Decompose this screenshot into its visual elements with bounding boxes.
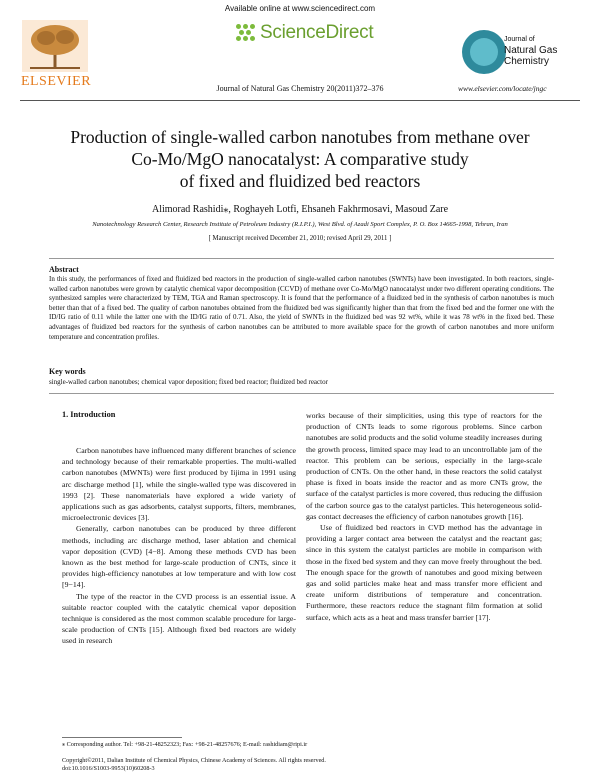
paragraph: works because of their simplicities, using this type of reactors for the production of CNTs leads to some rigorous problems. Since carbon nanotubes are solid products and the solid volume steadily increases during the growth process, limited space may lead to an uncontrollable jam of the reactor. This problem can be serious, especially in the large-scale production of CNTs. On the other hand, in these reactors the solid catalyst phase is fixed in boats inside the reactor and as more CNTs grow, the surface of the catalyst particles is more covered, thus reducing the diffusion of the carbon source gas to the catalyst particles. This heterogeneous solid-gas contact decreases the efficiency of carbon nanotubes growth [16]. <box>306 411 542 521</box>
keywords-text: single-walled carbon nanotubes; chemical vapor deposition; fixed bed reactor; fluidized bed reactor <box>49 378 328 386</box>
affiliation: Nanotechnology Research Center, Research Institute of Petroleum Industry (R.I.P.I.), West Blvd. of Azadi Sport Complex, P. O. Box 14665-1998, Tehran, Iran <box>92 221 508 228</box>
keywords-heading: Key words <box>49 367 86 376</box>
sciencedirect-logo[interactable] <box>236 20 386 50</box>
journal-logo-name-line3: Chemistry <box>504 56 550 67</box>
journal-logo-name <box>504 34 594 67</box>
available-online-text: Available online at www.sciencedirect.com <box>224 4 376 13</box>
title-line-3: of fixed and fluidized bed reactors <box>179 171 421 191</box>
elsevier-logo-text: ELSEVIER <box>20 74 92 89</box>
corresponding-author-footnote: ⁎ Corresponding author. Tel: +98-21-48252323; Fax: +98-21-48257676; E-mail: rashidiam@ripi.ir <box>62 741 308 748</box>
author-list: Alimorad Rashidi⁎, Roghayeh Lotfi, Ehsaneh Fakhrmosavi, Masoud Zare <box>151 204 449 215</box>
sciencedirect-logo-text: ScienceDirect <box>260 22 374 43</box>
journal-logo-name-line1: Journal of <box>504 36 535 43</box>
sciencedirect-dots-icon <box>236 24 258 44</box>
copyright-text: Copyright©2011, Dalian Institute of Chemical Physics, Chinese Academy of Sciences. All rights reserved. <box>62 757 326 764</box>
footnote-divider <box>62 737 182 738</box>
elsevier-tree-icon <box>22 20 88 72</box>
paragraph: Carbon nanotubes have influenced many different branches of science and technology because of their remarkable properties. The multi-walled carbon nanotubes (MWNTs) were first produced by Iijima in 1991 using arc discharge method [1], while the single-walled type was discovered in 1993 [2]. These nanomaterials have explored a wide variety of applications such as gas adsorbents, catalyst supports, filters, membranes, microelectronic devices [3]. <box>62 446 296 523</box>
paragraph: Use of fluidized bed reactors in CVD method has the advantage in providing a larger contact area between the catalyst and the reactant gas; since in this system the catalyst particles are mobile in comparison with those in the fixed bed system and they can move freely throughout the bed. The enough space for the growth of nanotubes and good mixing between gas and solid particles make heat and mass transfer more efficient and create uniform distributions of temperature and concentration. Furthermore, these reactors reduce the stagnant film formation at solid surface, which acts as a heat and mass transfer barrier [17]. <box>306 523 542 622</box>
section-heading-introduction: 1. Introduction <box>62 410 116 419</box>
body-column-left <box>62 445 296 647</box>
paragraph: The type of the reactor in the CVD process is an essential issue. A suitable reactor coupled with the catalytic chemical vapor deposition technique is considered as the most common scalable procedure for large-scale production of CNTs [15]. Although fixed bed reactors are widely used in research <box>62 591 296 646</box>
article-title <box>60 126 540 192</box>
title-line-2: Co-Mo/MgO nanocatalyst: A comparative study <box>131 149 469 169</box>
journal-logo-icon <box>462 30 506 74</box>
abstract-heading: Abstract <box>49 265 79 274</box>
copyright-block <box>62 757 562 772</box>
journal-citation: Journal of Natural Gas Chemistry 20(2011)372–376 <box>216 84 384 93</box>
paragraph: Generally, carbon nanotubes can be produced by three different methods, including arc discharge method, laser ablation and chemical vapor deposition (CVD) [4−8]. Among these methods CVD has been known as the best method for large-scale production of CNTs, since it provides high-efficiency nanotubes at low temperature and with low cost [9−14]. <box>62 524 296 590</box>
body-column-right <box>306 410 542 623</box>
journal-logo-name-line2: Natural Gas <box>504 45 558 56</box>
title-line-1: Production of single-walled carbon nanotubes from methane over <box>70 127 530 147</box>
journal-url-link[interactable]: www.elsevier.com/locate/jngc <box>458 84 547 93</box>
manuscript-dates: [ Manuscript received December 21, 2010; revised April 29, 2011 ] <box>208 235 392 242</box>
abstract-bottom-divider <box>49 393 554 394</box>
abstract-text: In this study, the performances of fixed and fluidized bed reactors in the production of single-walled carbon nanotubes (SWNTs) have been investigated. In both reactors, single-walled carbon nanotubes were grown by catalytic chemical vapor decomposition (CCVD) of methane over Co-Mo/MgO nanocatalyst under two different operating conditions. The synthesized samples were characterized by TEM, TGA and Raman spectroscopy. It is found that the performance of a fluidized bed in the synthesis of carbon nanotubes is much better than that of a fixed bed. The quality of carbon nanotubes obtained from the fluidized bed was significantly higher than that from the fixed bed and the former one with the ID/IG ratio of 0.11 while the latter one with the ID/IG ratio of 0.71. Also, the yield of SWNTs in the fluidized bed was 92 wt%, while it was 78 wt% in the fixed bed. These advantages of fluidized bed reactors for the synthesis of carbon nanotubes can be attributed to more available space for the growth of carbon nanotubes and more uniform temperature and concentration profiles. <box>49 275 554 341</box>
abstract-top-divider <box>49 258 554 259</box>
header-divider <box>20 100 580 101</box>
doi-text: doi:10.1016/S1003-9953(10)60208-3 <box>62 764 155 772</box>
